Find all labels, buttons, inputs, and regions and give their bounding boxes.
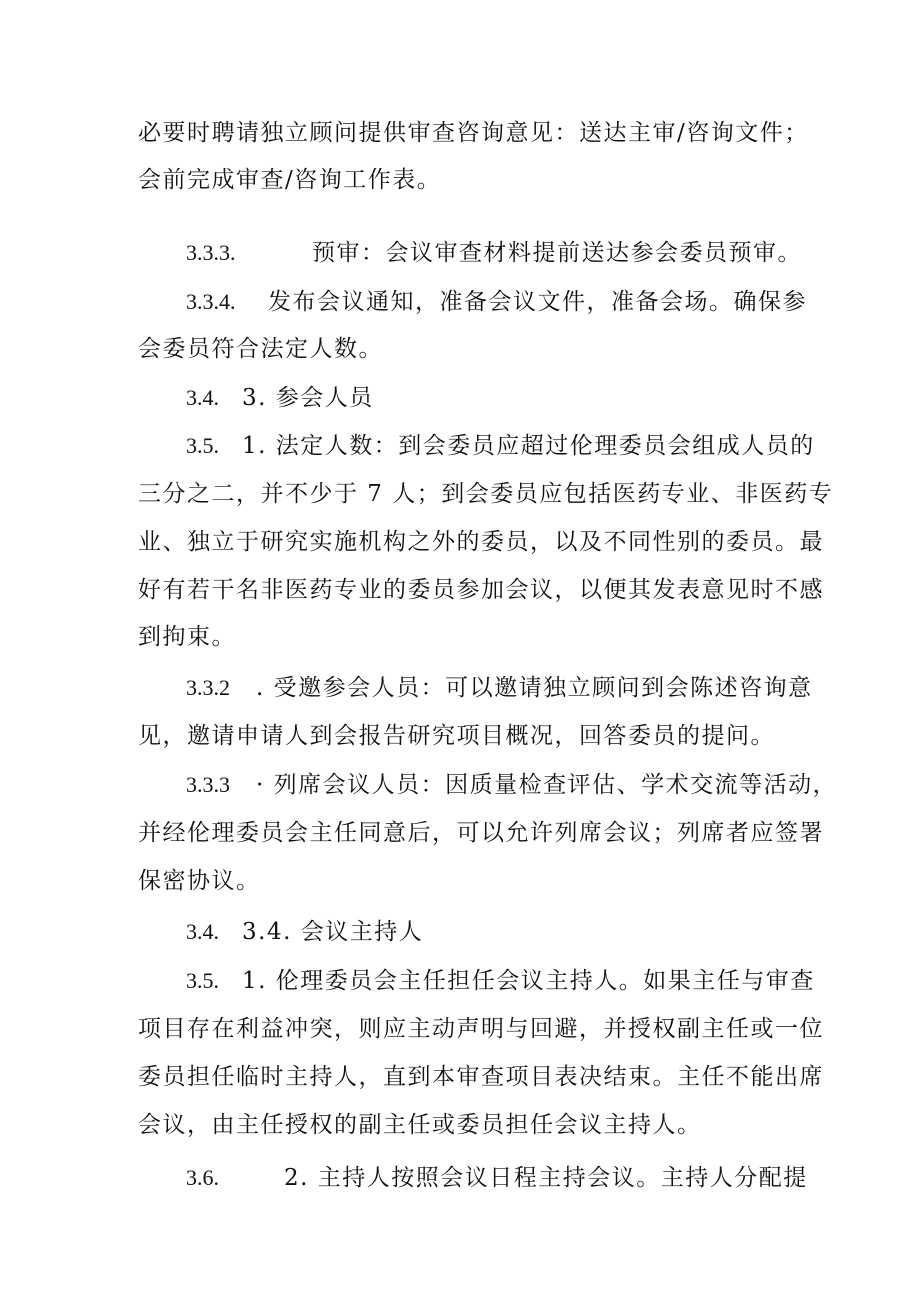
- paragraph-line: 保密协议。: [138, 868, 261, 894]
- paragraph-line: 到拘束。: [138, 624, 236, 650]
- section-heading: 3. 参会人员: [242, 385, 374, 411]
- paragraph-line: 2. 主持人按照会议日程主持会议。主持人分配提: [284, 1165, 808, 1191]
- paragraph-line: 会委员符合法定人数。: [138, 336, 383, 362]
- paragraph-line: 必要时聘请独立顾问提供审查咨询意见：送达主审/咨询文件；: [138, 120, 809, 146]
- paragraph-line: · 列席会议人员：因质量检查评估、学术交流等活动，: [256, 772, 838, 798]
- paragraph-line: 三分之二，并不少于 7 人；到会委员应包括医药专业、非医药专: [138, 481, 834, 507]
- paragraph-line: 见，邀请申请人到会报告研究项目概况，回答委员的提问。: [138, 723, 775, 749]
- section-number: 3.6.: [186, 1165, 219, 1190]
- section-number: 3.4.: [186, 385, 219, 410]
- paragraph-line: 发布会议通知，准备会议文件，准备会场。确保参: [268, 289, 807, 315]
- section-number: 3.3.3: [186, 772, 230, 797]
- section-number: 3.3.3.: [186, 240, 236, 265]
- paragraph-line: 预审：会议审查材料提前送达参会委员预审。: [312, 240, 802, 266]
- paragraph-line: 并经伦理委员会主任同意后，可以允许列席会议；列席者应签署: [138, 820, 824, 846]
- paragraph-line: 1. 伦理委员会主任担任会议主持人。如果主任与审查: [242, 968, 815, 994]
- paragraph-line: . 受邀参会人员：可以邀请独立顾问到会陈述咨询意: [256, 675, 813, 701]
- paragraph-line: 好有若干名非医药专业的委员参加会议，以便其发表意见时不感: [138, 577, 824, 603]
- section-number: 3.4.: [186, 919, 219, 944]
- paragraph-line: 会前完成审查/咨询工作表。: [138, 167, 442, 193]
- section-number: 3.3.2: [186, 675, 230, 700]
- paragraph-line: 会议，由主任授权的副主任或委员担任会议主持人。: [138, 1112, 702, 1138]
- section-number: 3.5.: [186, 968, 219, 993]
- section-number: 3.5.: [186, 433, 219, 458]
- paragraph-line: 项目存在利益冲突，则应主动声明与回避，并授权副主任或一位: [138, 1016, 824, 1042]
- section-heading: 3.4. 会议主持人: [242, 919, 424, 945]
- paragraph-line: 1. 法定人数：到会委员应超过伦理委员会组成人员的: [242, 433, 815, 459]
- paragraph-line: 委员担任临时主持人，直到本审查项目表决结束。主任不能出席: [138, 1064, 824, 1090]
- paragraph-line: 业、独立于研究实施机构之外的委员，以及不同性别的委员。最: [138, 529, 824, 555]
- section-number: 3.3.4.: [186, 289, 236, 314]
